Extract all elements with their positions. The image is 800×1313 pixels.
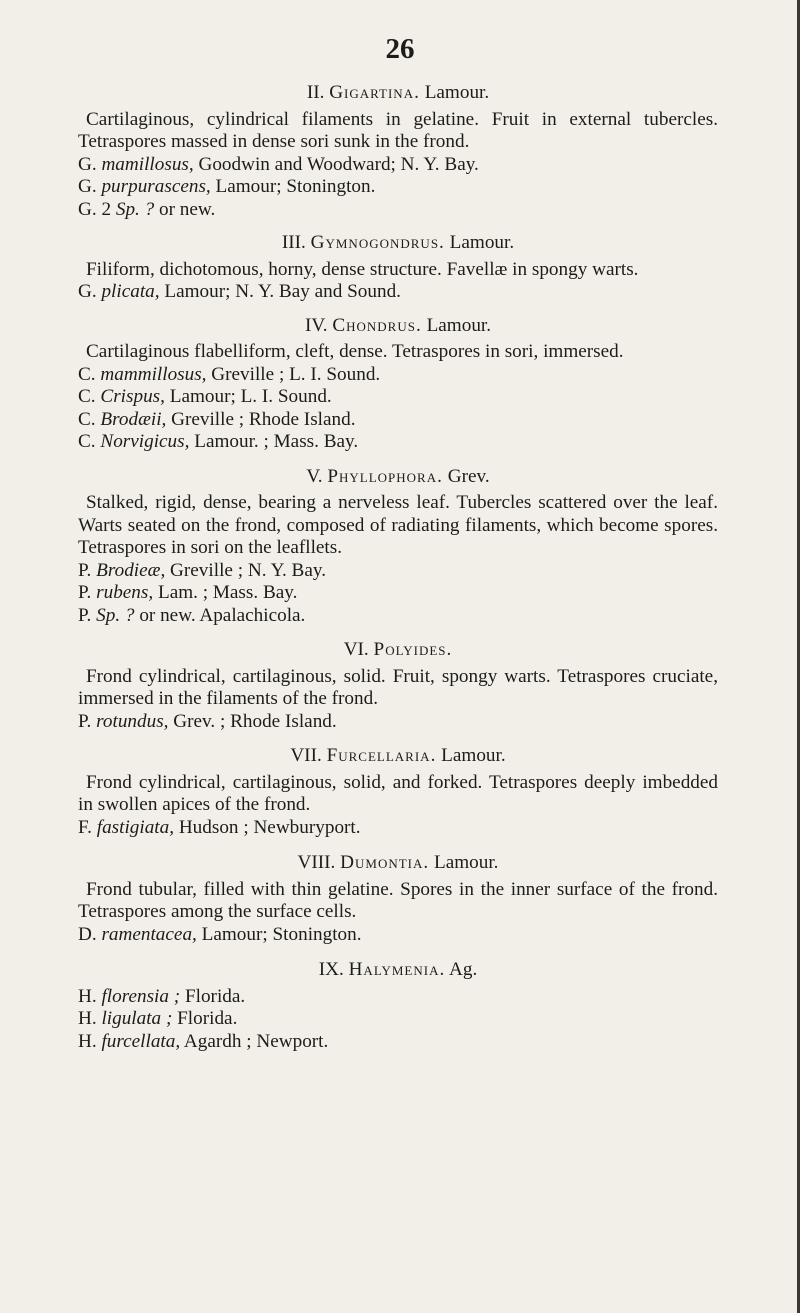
genus-heading — [78, 639, 718, 662]
species-genus-abbr: P. — [78, 604, 92, 626]
genus-section — [78, 959, 718, 1053]
species-entry — [78, 986, 718, 1009]
species-genus-abbr: G. — [78, 281, 97, 302]
genus-description: Filiform, dichotomous, horny, dense structure. Favellæ in spongy warts. — [86, 258, 639, 280]
genus-description: Frond cylindrical, cartilaginous, solid. Fruit, spongy warts. Tetraspores cruciate, immersed in the filaments of the frond. — [78, 665, 718, 709]
genus-numeral: VII. — [290, 745, 322, 766]
genus-description: Cartilaginous flabelliform, cleft, dense. Tetraspores in sori, immersed. — [86, 341, 624, 362]
species-entry — [78, 560, 718, 583]
genus-name: Furcellaria. — [326, 745, 437, 766]
genus-name: Chondrus. — [332, 314, 422, 336]
species-name: Brodieæ, — [96, 559, 166, 581]
species-authority-locality: Greville ; N. Y. Bay. — [170, 559, 327, 581]
species-entry — [78, 154, 718, 177]
species-genus-abbr: C. — [78, 363, 96, 385]
genus-description: Stalked, rigid, dense, bearing a nerveless leaf. Tubercles scattered over the leaf. Warts seated on the frond, composed of radiating filaments, which become spores. Tetraspores in sori on the leafllets. — [78, 492, 718, 558]
genus-numeral: V. — [306, 465, 323, 487]
genus-author: Lamour. — [426, 314, 492, 336]
species-entry — [78, 817, 718, 840]
species-genus-abbr: G. — [78, 153, 97, 175]
species-genus-abbr: D. — [78, 923, 97, 945]
page-number: 26 — [385, 33, 415, 65]
genus-heading — [78, 852, 718, 875]
species-name: rotundus, — [96, 710, 169, 732]
species-authority-locality: Hudson ; Newburyport. — [178, 816, 361, 838]
species-genus-abbr: F. — [78, 816, 92, 838]
species-genus-abbr: G. 2 — [78, 198, 112, 220]
species-authority-locality: Lamour; Stonington. — [215, 176, 376, 197]
genus-description: Cartilaginous, cylindrical filaments in gelatine. Fruit in external tubercles. Tetraspores massed in dense sori sunk in the frond. — [78, 108, 718, 152]
genus-name: Phyllophora. — [327, 465, 443, 487]
genus-numeral: II. — [306, 82, 325, 103]
species-name: ramentacea, — [101, 923, 197, 945]
species-entry — [78, 605, 718, 628]
species-genus-abbr: H. — [78, 985, 97, 1007]
species-genus-abbr: G. — [78, 176, 97, 197]
species-authority-locality: Lam. ; Mass. Bay. — [157, 582, 298, 603]
genus-author: Lamour. — [424, 82, 490, 103]
species-entry — [78, 281, 718, 304]
species-authority-locality: Greville ; Rhode Island. — [171, 408, 356, 430]
species-name: ligulata ; — [101, 1008, 173, 1029]
genus-author: Lamour. — [441, 745, 506, 766]
species-authority-locality: Greville ; L. I. Sound. — [211, 363, 381, 385]
species-genus-abbr: C. — [78, 408, 96, 430]
species-entry — [78, 431, 718, 454]
species-name: rubens, — [96, 582, 154, 603]
species-name: fastigiata, — [96, 816, 175, 838]
genus-section — [78, 745, 718, 839]
genus-author: Grev. — [447, 465, 490, 487]
genus-name: Dumontia. — [340, 852, 430, 873]
species-entry — [78, 409, 718, 432]
species-name: Brodæii, — [100, 408, 167, 430]
page-body — [78, 82, 718, 1053]
species-name: furcellata, — [101, 1030, 181, 1052]
genus-heading — [78, 466, 718, 489]
species-genus-abbr: C. — [78, 431, 96, 452]
species-genus-abbr: H. — [78, 1008, 97, 1029]
genus-numeral: VI. — [343, 639, 369, 660]
species-authority-locality: Lamour. ; Mass. Bay. — [194, 431, 359, 452]
species-name: florensia ; — [101, 985, 181, 1007]
genus-name: Gigartina. — [329, 82, 420, 103]
genus-author: Lamour. — [433, 852, 499, 873]
species-genus-abbr: H. — [78, 1030, 97, 1052]
genus-heading — [78, 82, 718, 105]
species-authority-locality: Lamour; N. Y. Bay and Sound. — [164, 281, 401, 302]
species-entry — [78, 176, 718, 199]
species-entry — [78, 924, 718, 947]
genus-description: Frond tubular, filled with thin gelatine. Spores in the inner surface of the frond. Tetraspores among the surface cells. — [78, 878, 718, 922]
species-entry — [78, 199, 718, 222]
genus-numeral: IX. — [318, 959, 344, 980]
genus-heading — [78, 315, 718, 338]
genus-heading — [78, 959, 718, 982]
species-name: mamillosus, — [101, 153, 194, 175]
species-authority-locality: Lamour; Stonington. — [201, 923, 362, 945]
species-name: plicata, — [101, 281, 160, 302]
species-genus-abbr: P. — [78, 559, 92, 581]
genus-name: Gymnogondrus. — [310, 232, 445, 253]
genus-section — [78, 639, 718, 733]
genus-description: Frond cylindrical, cartilaginous, solid, and forked. Tetraspores deeply imbedded in swollen apices of the frond. — [78, 771, 718, 815]
genus-numeral: IV. — [304, 314, 328, 336]
species-name: Crispus, — [100, 386, 165, 407]
species-authority-locality: Agardh ; Newport. — [183, 1030, 329, 1052]
species-name: mammillosus, — [100, 363, 207, 385]
species-authority-locality: Lamour; L. I. Sound. — [169, 386, 332, 407]
species-genus-abbr: P. — [78, 582, 92, 603]
species-entry — [78, 364, 718, 387]
genus-author: Lamour. — [449, 232, 515, 253]
species-name: purpurascens, — [101, 176, 211, 197]
species-name: Norvigicus, — [100, 431, 190, 452]
species-genus-abbr: P. — [78, 710, 92, 732]
species-name: Sp. ? — [115, 198, 155, 220]
species-authority-locality: or new. — [159, 198, 216, 220]
genus-name: Halymenia. — [348, 959, 446, 980]
genus-section — [78, 315, 718, 454]
species-authority-locality: Goodwin and Woodward; N. Y. Bay. — [198, 153, 479, 175]
genus-heading — [78, 232, 718, 255]
genus-author: Ag. — [449, 959, 478, 980]
species-authority-locality: Florida. — [184, 985, 246, 1007]
species-entry — [78, 386, 718, 409]
genus-section — [78, 852, 718, 946]
species-entry — [78, 1008, 718, 1031]
species-entry — [78, 582, 718, 605]
species-entry — [78, 1031, 718, 1054]
genus-numeral: III. — [281, 232, 306, 253]
genus-section — [78, 82, 718, 221]
species-genus-abbr: C. — [78, 386, 96, 407]
genus-heading — [78, 745, 718, 768]
species-authority-locality: Florida. — [177, 1008, 238, 1029]
genus-section — [78, 232, 718, 304]
species-entry — [78, 711, 718, 734]
species-authority-locality: or new. Apalachicola. — [139, 604, 306, 626]
genus-section — [78, 466, 718, 628]
species-authority-locality: Grev. ; Rhode Island. — [173, 710, 337, 732]
genus-name: Polyides. — [373, 639, 453, 660]
species-name: Sp. ? — [96, 604, 135, 626]
genus-numeral: VIII. — [297, 852, 336, 873]
